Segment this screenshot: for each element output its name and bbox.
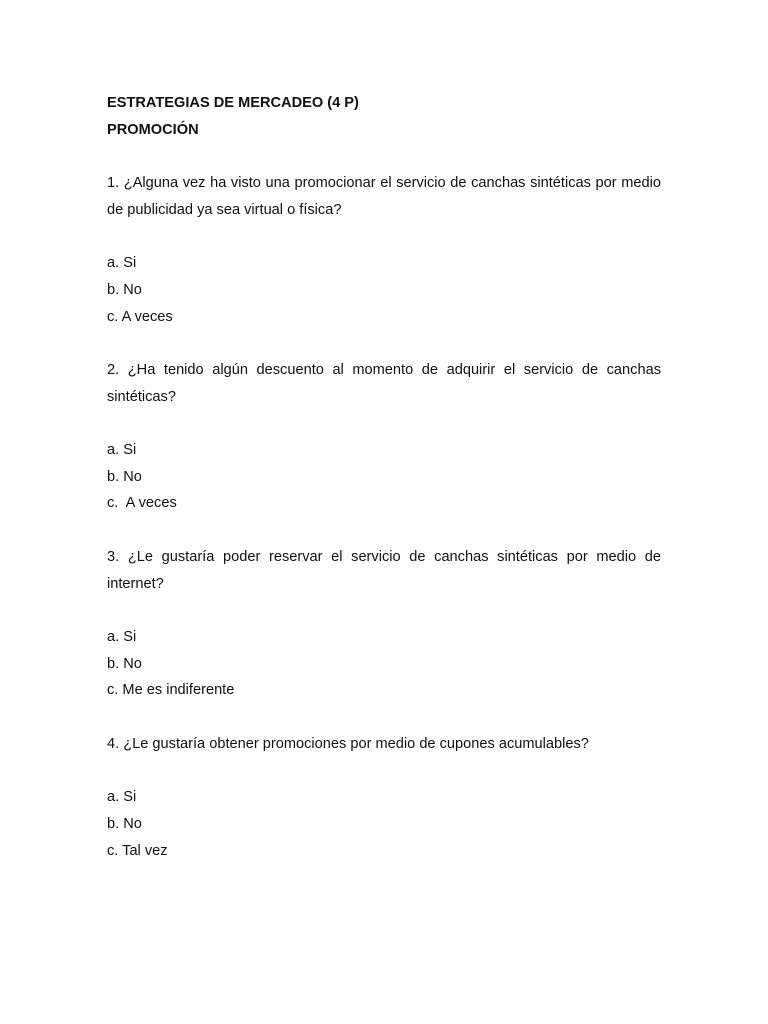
spacer	[107, 224, 661, 251]
question-text: 4. ¿Le gustaría obtener promociones por medio de cupones acumulables?	[107, 735, 589, 752]
answer-option: c. Me es indiferente	[107, 682, 235, 699]
answer-option: a. Si	[107, 628, 137, 645]
spacer	[107, 410, 661, 437]
answer-option: c. A veces	[107, 495, 177, 512]
answer-option: b. No	[107, 281, 142, 298]
document-subtitle: PROMOCIÓN	[107, 121, 199, 138]
answer-option: b. No	[107, 468, 142, 485]
spacer	[107, 143, 661, 170]
answer-option: c. A veces	[107, 308, 173, 325]
document-title: ESTRATEGIAS DE MERCADEO (4 P)	[107, 95, 359, 111]
question-3	[107, 544, 661, 731]
answer-options	[107, 250, 661, 330]
answer-option: b. No	[107, 655, 142, 672]
answer-option: a. Si	[107, 255, 137, 272]
answer-option: b. No	[107, 815, 142, 832]
question-text: 2. ¿Ha tenido algún descuento al momento de adquirir el servicio de canchas sintéticas?	[107, 361, 661, 405]
question-2	[107, 357, 661, 544]
question-1	[107, 170, 661, 357]
answer-option: a. Si	[107, 789, 137, 806]
answer-option: c. Tal vez	[107, 842, 168, 859]
document-page	[107, 90, 661, 864]
question-text: 3. ¿Le gustaría poder reservar el servicio de canchas sintéticas por medio de internet?	[107, 548, 661, 592]
spacer	[107, 704, 661, 731]
answer-options	[107, 784, 661, 864]
answer-options	[107, 624, 661, 704]
spacer	[107, 330, 661, 357]
spacer	[107, 757, 661, 784]
spacer	[107, 597, 661, 624]
spacer	[107, 517, 661, 544]
answer-option: a. Si	[107, 442, 137, 459]
question-text: 1. ¿Alguna vez ha visto una promocionar el servicio de canchas sintéticas por medio de publicidad ya sea virtual o física?	[107, 175, 661, 218]
answer-options	[107, 437, 661, 517]
question-4	[107, 731, 661, 865]
